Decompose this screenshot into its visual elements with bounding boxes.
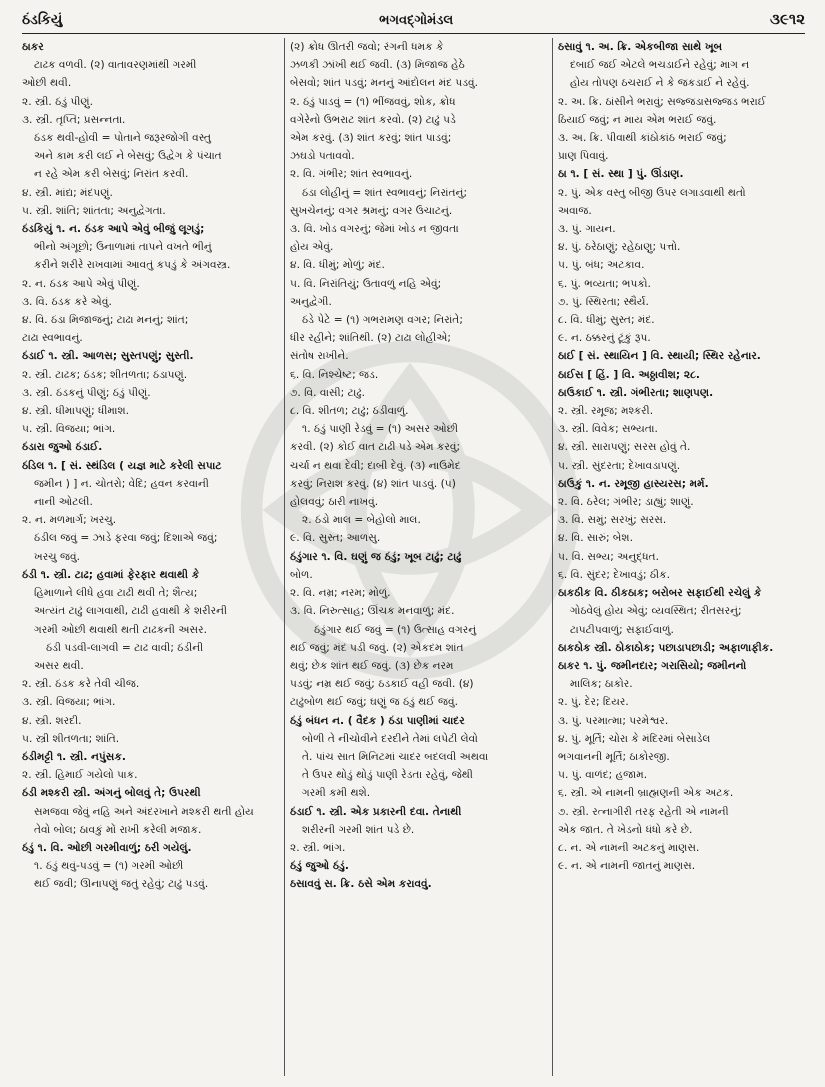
entry-line: ૯. ન. એ નામની જાતનું માણસ. <box>558 860 696 873</box>
entry-headword-line: ઠસાવવું સ. ક્રિ. ઠસે એમ કરાવવું. <box>290 878 432 891</box>
entry-line: ઝઘડો પતાવવો. <box>290 150 355 163</box>
entry-line: ૩. સ્ત્રી. વિજયા; ભાંગ. <box>22 696 116 709</box>
entry-line: ગરમી ઓછી થવાથી થતી ટાઢકની અસર. <box>34 623 207 636</box>
entry-line: તે ઉપર થોડું થોડું પાણી રેડતા રહેવું, જેથી <box>302 769 473 782</box>
entry-line: ૬. સ્ત્રી. એ નામની બ્રાહ્મણની એક અટક. <box>558 787 734 800</box>
entry-line: કરવું; નિરાશ કરવું. (૪) શાંત પાડવું. (૫) <box>290 477 456 490</box>
entry-headword-line: ઠસાવું ૧. અ. ક્રિ. એકબીજા સાથે ખૂબ <box>558 41 723 53</box>
entry-headword-line: ઠંડું બંધન ન. ( વૈદક ) ઠંડા પાણીમાં ચાદર <box>290 714 465 727</box>
entry-line: ૪. વિ. ધીમું; મોળું; મંદ. <box>290 259 385 272</box>
entry-line: અત્યંત ટાઢું લાગવાથી, ટાઢી હવાથી કે શરીરની <box>34 605 228 618</box>
entry-line: તેવો બોલ; ઠાવકું મોં રાખી કરેલી મજાક. <box>34 823 202 836</box>
entry-line: ૩. વિ. નિરુત્સાહ; ઊંચક મનવાળું; મંદ. <box>290 605 455 618</box>
entry-line: અને કામ કરી લઈ ને બેસવું; ઉદ્વેગ કે પંચાત <box>34 150 222 163</box>
entry-line: ૭. પું. સ્થિરતા; સ્થૈર્ય. <box>558 295 649 308</box>
entry-line: ઓછી થવી. <box>22 77 72 90</box>
entry-line: ૪. પું. ઠરેઠાણું; રહેઠાણુ; પત્તો. <box>558 241 681 254</box>
entry-line: કરીને શરીરે રાખવામાં આવતું કપડું કે અંગવસ્ત્ર. <box>34 259 231 272</box>
header-title: ભગવદ્ગોમંડલ <box>379 13 454 28</box>
entry-line: હોલવવું; ઠારી નાખવું. <box>290 496 379 509</box>
entry-line: ખરચુ જવું. <box>34 550 81 563</box>
entry-line: ૮. ન. એ નામની અટકનું માણસ. <box>558 841 700 854</box>
entry-line: સંતોષ રાખીને. <box>290 350 349 363</box>
entry-line: ટાપટીપવાળું; સફાઈવાળું. <box>570 623 674 636</box>
entry-line: ૫. સ્ત્રી. વિજયા; ભાંગ. <box>22 423 116 436</box>
entry-line: ઠંડક થવી-હોવી = પોતાને જરૂરજોગી વસ્તુ <box>34 132 212 145</box>
entry-line: ૫. વિ. સભ્ય; અનુદ્ધત. <box>558 550 659 563</box>
entry-line: ૬. વિ. નિશ્ચેષ્ટ; જડ. <box>290 368 379 381</box>
entry-line: ૩. અ. ક્રિ. પીવાથી કાંઠોકાંઠ ભરાઈ જવું; <box>558 132 727 145</box>
header-rule <box>22 33 805 34</box>
column-2 <box>290 38 548 1078</box>
entry-line: એમ કરવું. (૩) શાંત કરવું; શાંત પાડવું; <box>290 132 452 145</box>
entry-line: (૨) ક્રોધ ઊતરી જવો; રંગની ધમક કે <box>290 41 444 53</box>
entry-line: પ્રાણ પિવાવું. <box>558 150 609 163</box>
entry-line: ન રહે એમ કરી બેસવું; નિરાંત કરવી. <box>34 168 189 181</box>
entry-line: થઈ જવી; ઊનાપણું જતું રહેવું; ટાઢું પડવું. <box>34 878 209 891</box>
entry-line: ૨. સ્ત્રી. ઠંડક કરે તેવી ચીજ. <box>22 678 140 691</box>
entry-headword-line: ઠંડુંગાર ૧. વિ. ઘણું જ ઠંડું; ખૂબ ટાઢું; ટાઢું <box>290 550 462 563</box>
entry-headword-line: ઠાઉકું ૧. ન. રમૂજી હાસ્યરસ; મર્મ. <box>558 477 709 490</box>
entry-line: ૨. ઠંડો માલ = બેહોલો માલ. <box>302 514 421 527</box>
column-3 <box>558 38 808 1078</box>
entry-line: ૩. પું. પરમાત્મા; પરમેશ્વર. <box>558 714 669 727</box>
entry-headword-line: ઠંડાઈ ૧. સ્ત્રી. એક પ્રકારની દવા. તેનાથી <box>290 805 462 818</box>
entry-line: ૮. વિ. ધીમું; સુસ્ત; મંદ. <box>558 314 655 327</box>
entry-line: ઠંડે પેટે = (૧) ગભરામણ વગર; નિરાંતે; <box>302 314 463 327</box>
entry-line: હોય તોપણ ઠચરાઈ ને કે જકડાઈ ને રહેવું. <box>570 77 750 90</box>
entry-line: દબાઈ જઈ એટલે ભચડાઈને રહેવું; માગ ન <box>570 59 750 72</box>
entry-line: સમજવા જેવું નહિ અને અંદરખાને મશ્કરી થતી હોય <box>34 805 254 818</box>
entry-line: ૬. વિ. સુંદર; દેખાવડું; ઠીક. <box>558 568 670 581</box>
entry-line: તે. પાંચ સાત મિનિટમાં ચાદર બદલવી અથવા <box>302 750 489 763</box>
entry-headword-line: ઠંડું ૧. વિ. ઓછી ગરમીવાળું; ઠરી ગયેલું. <box>22 841 192 854</box>
entry-line: ઠંડુંગાર થઈ જવું = (૧) ઉત્સાહ વગરનું <box>314 623 477 636</box>
entry-line: ૪. વિ. ઠંડા મિજાજનું; ટાઢા મનનું; શાંત; <box>22 314 189 327</box>
entry-line: ઠિયાઈ જવું; ન માય એમ ભરાઈ જવું. <box>558 113 717 126</box>
entry-line: માલિક; ઠાકોર. <box>570 678 633 691</box>
entry-line: ચર્ચા ન થવા દેવી; દાબી દેવું. (૩) નાઉમેદ <box>290 459 461 472</box>
entry-line: બોળી તે નીચોવીને દરદીને તેમાં લપેટી લેવો <box>302 732 478 745</box>
entry-line: નાની ઓટલી. <box>34 496 93 509</box>
entry-line: ૨. વિ. ગંભીર; શાંત સ્વભાવનું. <box>290 168 413 181</box>
entry-line: ભીનો અંગૂછો; ઉનાળામાં તાપને વખતે ભીનું <box>34 241 212 254</box>
entry-line: ટાઢક વળવી. (૨) વાતાવરણમાંથી ગરમી <box>34 59 197 72</box>
entry-line: ૫. પું. બંધ; અટકાવ. <box>558 259 645 272</box>
entry-line: ૨. સ્ત્રી. ટાઢક; ઠંડક; શીતળતા; ઠંડાપણું. <box>22 368 188 381</box>
header-guide-word: ઠંડકિયું <box>22 12 63 28</box>
entry-line: ૩. પું. ગાયન. <box>558 223 616 236</box>
column-divider <box>284 38 285 1076</box>
entry-line: સુખચેનનું; વગર શ્રમનું; વગર ઉચાટનું. <box>290 204 453 217</box>
entry-line: ઠંડીલ જવું = ઝાડે ફરવા જવું; દિશાએ જવું; <box>34 532 218 545</box>
entry-line: ૪. પું. મૂર્તિ; ચોરા કે મંદિરમાં બેસાડેલ <box>558 732 711 745</box>
entry-line: ૯. વિ. સુસ્ત; આળસુ. <box>290 532 381 545</box>
entry-line: ૨. વિ. ઠરેલ; ગંભીર; ડાહ્યું; શાણું. <box>558 496 694 509</box>
entry-line: થઈ જવું; મંદ પડી જવું. (૨) એકદમ શાંત <box>290 641 464 654</box>
entry-line: થવું; છેક શાંત થઈ જવું. (૩) છેક નરમ <box>290 659 454 672</box>
entry-line: ૩. સ્ત્રી. વિવેક; સભ્યતા. <box>558 423 658 436</box>
entry-line: ૫. સ્ત્રી. સુંદરતા; દેખાવડાપણું. <box>558 459 681 472</box>
entry-line: ૫. પું. વાળંદ; હજામ. <box>558 769 648 782</box>
entry-headword-line: ઠાકઠોક સ્ત્રી. ઠોકાઠોક; પછાડાપછાડી; અફાળાફીક. <box>558 641 774 654</box>
entry-headword-line: ઠંડી ૧. સ્ત્રી. ટાઢ; હવામાં ફેરફાર થવાથી કે <box>22 568 200 581</box>
entry-line: ૨. વિ. નમ્ર; નરમ; મોળું. <box>290 587 391 600</box>
entry-line: કરવી. (૨) કોઈ વાત ટાઢી પડે એમ કરવું; <box>290 441 461 454</box>
entry-line: અવાજ. <box>558 204 592 217</box>
entry-line: જમીન ) ] ન. ચોતરો; વેદિ; હવન કરવાની <box>34 477 209 490</box>
entry-headword-line: ઠંડકિયું ૧. ન. ઠંડક આપે એવું બીજું લૂગડું; <box>22 223 205 236</box>
entry-line: ૨. અ. ક્રિ. ઠાંસીને ભરાવું; સજ્જડાસજ્જડ ભરાઈ <box>558 95 766 108</box>
entry-line: ૫. વિ. નિરાંતિયું; ઉતાવળું નહિ એવું; <box>290 277 442 290</box>
entry-line: ૩. સ્ત્રી. ઠંડકનું પીણું; ઠંડું પીણું. <box>22 386 151 399</box>
entry-line: ૧. ઠંડું થવું-પડવું = (૧) ગરમી ઓછી <box>34 860 184 873</box>
entry-line: ૨. પું. દેર; દિયર. <box>558 696 629 709</box>
entry-line: ૩. વિ. ખોડ વગરનું; જેમાં ખોડ ન જીવતા <box>290 223 459 236</box>
entry-line: ૪. વિ. સારું; બેશ. <box>558 532 633 545</box>
entry-line: અનુદ્વેગી. <box>290 295 332 308</box>
entry-line: ૯. ન. ઠક્કરનું ટૂંકું રૂપ. <box>558 332 651 345</box>
entry-line: ૫. સ્ત્રી. શાંતિ; શાંતતા; અનુદ્વેગતા. <box>22 204 166 217</box>
entry-headword-line: ઠાકર <box>22 41 44 53</box>
entry-line: ૭. વિ. વાસી; ટાઢું. <box>290 386 365 399</box>
entry-line: ૪. સ્ત્રી. શરદી. <box>22 714 82 727</box>
entry-line: ૫. સ્ત્રી શીતળતા; શાંતિ. <box>22 732 120 745</box>
entry-line: બેસવો; શાંત પડવું; મનનું આંદોલન મંદ પડવું. <box>290 77 479 90</box>
entry-headword-line: ઠંડીમટ્ટી ૧. સ્ત્રી. નપુંસક. <box>22 750 126 763</box>
entry-line: ૪. સ્ત્રી. ધીમાપણું; ધીમાશ. <box>22 405 130 418</box>
entry-line: ૧. ઠંડું પાણી રેડવું = (૧) અસર ઓછી <box>302 423 459 436</box>
column-1 <box>22 38 280 1078</box>
entry-headword-line: ઠંડારા જુઓ ઠંડાઈ. <box>22 441 103 454</box>
entry-headword-line: ઠાકર ૧. પું. જમીનદાર; ગરાસિયો; જમીનનો <box>558 659 747 672</box>
entry-line: ૮. વિ. શીતળ; ટાઢું; ઠંડીવાળું. <box>290 405 409 418</box>
entry-line: ૨. ન. ઠંડક આપે એવું પીણું. <box>22 277 140 290</box>
entry-headword-line: ઠંડું જુઓ ઠંડું. <box>290 860 349 873</box>
entry-headword-line: ઠાઈ [ સં. સ્થાયિન ] વિ. સ્થાયી; સ્થિર રહેનાર. <box>558 350 761 363</box>
entry-line: ૨. સ્ત્રી. ઠંડું પીણું. <box>22 95 94 108</box>
entry-line: ૬. પું. ભવ્યતા; ભપકો. <box>558 277 651 290</box>
entry-line: ઠંડી પડવી-લાગવી = ટાઢ વાવી; ઠંડીની <box>46 641 204 654</box>
entry-line: ગોઠવેલું હોય એવું; વ્યવસ્થિત; રીતસરનું; <box>570 605 742 618</box>
entry-line: હિમાળાને લીધે હવા ટાઢી થવી તે; શૈત્ય; <box>34 587 198 600</box>
entry-headword-line: ઠા ૧. [ સં. સ્થા ] પું. ઊંડાણ. <box>558 168 684 181</box>
entry-line: બોળ. <box>290 568 313 581</box>
entry-headword-line: ઠંડી મશ્કરી સ્ત્રી. અંગનું બોલવું તે; ઉપરથી <box>22 787 201 800</box>
entry-line: શરીરની ગરમી શાંત પડે છે. <box>302 823 415 836</box>
entry-line: ૨. પું. એક વસ્તુ બીજી ઉપર લગાડવાથી થતો <box>558 186 746 199</box>
entry-line: ૭. સ્ત્રી. રત્નાગીરી તરફ રહેતી એ નામની <box>558 805 729 818</box>
entry-line: એક જાત. તે ખેડનો ધંધો કરે છે. <box>558 823 693 836</box>
page-header <box>22 10 805 32</box>
entry-headword-line: ઠંડિલ ૧. [ સં. સ્થંડિલ ( યજ્ઞ માટે કરેલી સપાટ <box>22 459 222 472</box>
entry-line: ઠંડા લોહીનું = શાંત સ્વભાવનું; નિરાંતનું; <box>302 186 468 199</box>
entry-line: ૩. સ્ત્રી. તૃપ્તિ; પ્રસન્નતા. <box>22 113 126 126</box>
entry-line: વગેરેનો ઉભરાટ શાંત કરવો. (૨) ટાઢું પડે <box>290 113 456 126</box>
entry-line: ૪. સ્ત્રી. માંદ્ય; મંદપણું. <box>22 186 113 199</box>
entry-line: ૨. ઠંડું પાડવું = (૧) ભીંજવવું, શોક, ક્રોધ <box>290 95 456 108</box>
entry-headword-line: ઠંડાઈ ૧. સ્ત્રી. આળસ; સુસ્તપણું; સુસ્તી. <box>22 350 194 363</box>
entry-line: ટાઢુંબોળ થઈ જવું; ઘણું જ ઠંડું થઈ જવું. <box>290 696 458 709</box>
entry-headword-line: ઠાઈસ [ હિં. ] વિ. અઠ્ઠાવીશ; ૨૮. <box>558 368 700 381</box>
entry-line: ટાઢા સ્વભાવનું. <box>22 332 83 345</box>
entry-line: હોય એવું. <box>290 241 334 254</box>
entry-line: ધીર રહીને; શાંતિથી. (૨) ટાઢા લોહીએ; <box>290 332 451 345</box>
entry-line: અસર થવી. <box>34 659 84 672</box>
header-page-number: ૩૯૧૨ <box>769 10 805 28</box>
entry-line: ૩. વિ. ઠંડક કરે એવું. <box>22 295 112 308</box>
entry-line: ૪. સ્ત્રી. સારાપણું; સરસ હોવું તે. <box>558 441 691 454</box>
column-divider <box>552 38 553 1076</box>
entry-line: પડવું; નમ્ર થઈ જવું; ઠડકાઈ વહી જવી. (૪) <box>290 678 474 691</box>
entry-headword-line: ઠાકઠીક વિ. ઠીકઠાક; બરોબર સફાઈથી રચેલું કે <box>558 587 762 600</box>
entry-line: ૨. સ્ત્રી. રમૂજ; મશ્કરી. <box>558 405 654 418</box>
entry-line: ૨. સ્ત્રી. હિમાઈ ગયેલો પાક. <box>22 769 138 782</box>
entry-line: ૩. વિ. સમું; સરખું; સરસ. <box>558 514 667 527</box>
entry-line: ભગવાનની મૂર્તિ; ઠાકોરજી. <box>558 750 670 763</box>
entry-headword-line: ઠાઉકાઈ ૧. સ્ત્રી. ગંભીરતા; શાણપણ. <box>558 386 714 399</box>
entry-line: ૨. ન. મળમાર્ગ; ખરચુ. <box>22 514 117 527</box>
entry-line: ગરમી કમી થશે. <box>302 787 371 800</box>
entry-line: ઝળકી ઝાંખી થઈ જવી. (૩) મિજાજ હેઠે <box>290 59 465 72</box>
entry-line: ૨. સ્ત્રી. ભાંગ. <box>290 841 346 854</box>
